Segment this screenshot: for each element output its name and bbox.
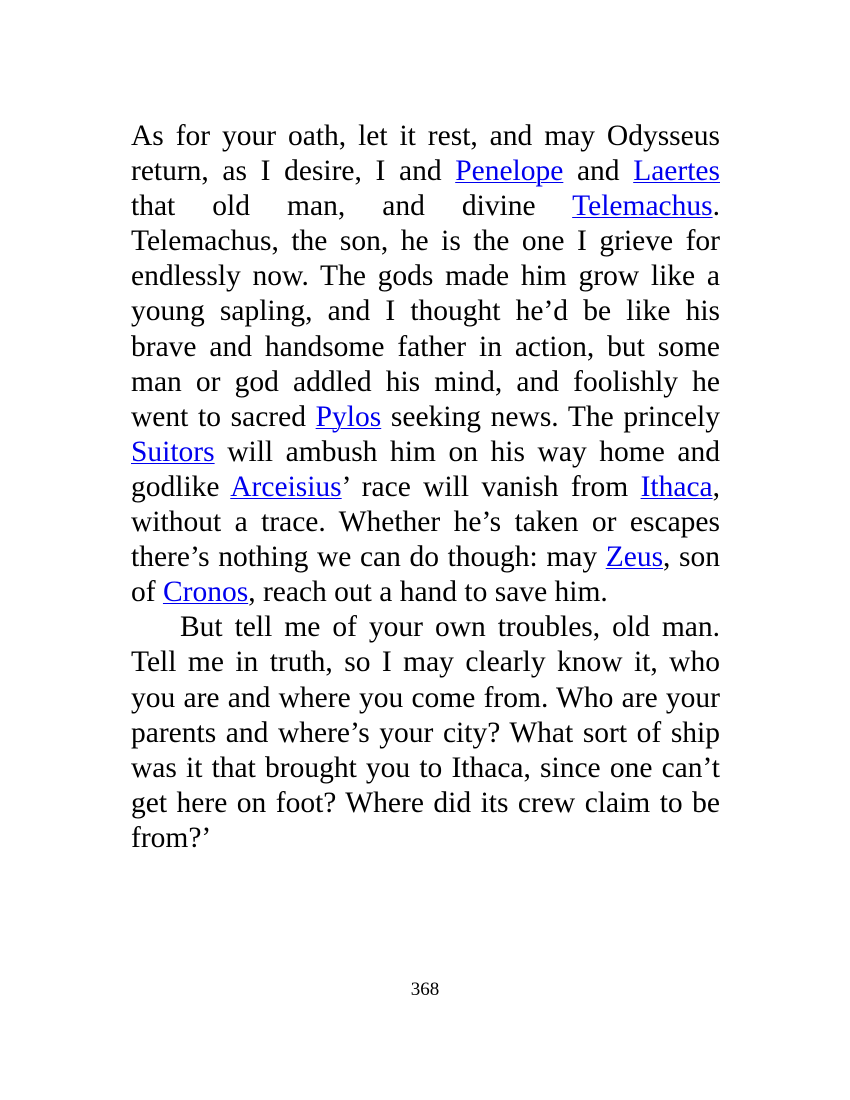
text-run: will ambush him on his way home and godlike — [131, 435, 720, 503]
text-run: . Telemachus, the son, he is the one I grieve for endlessly now. The gods made him grow like a young sapling, and I thought he’d be like his brave and handsome father in action, but some man or god addled his mind, and foolishly he went to sacred — [131, 190, 720, 433]
text-run: seeking news. The princely — [381, 400, 721, 433]
link-ithaca[interactable]: Ithaca — [640, 470, 713, 503]
text-run: As for your oath, let it rest, and may Odysseus return, as I desire, I and — [131, 120, 720, 188]
link-arceisius[interactable]: Arceisius — [230, 470, 342, 503]
text-run: and — [563, 155, 634, 188]
text-run: ’ race will vanish from — [341, 470, 641, 503]
text-run: But tell me of your own troubles, old man. Tell me in truth, so I may clearly know it, who you are and where you come from. Who are your parents and where’s your city? What sort of ship was it that brought you to Ithaca, since one can’t get here on foot? Where did its crew claim to be from?’ — [131, 611, 720, 854]
text-run: , without a trace. Whether he’s taken or escapes there’s nothing we can do though: may — [131, 470, 721, 574]
paragraph-2 — [131, 610, 720, 856]
page-number: 368 — [410, 979, 440, 1000]
link-telemachus[interactable]: Telemachus — [572, 190, 713, 223]
link-laertes[interactable]: Laertes — [633, 155, 720, 188]
link-pylos[interactable]: Pylos — [315, 400, 382, 433]
body-text — [131, 119, 720, 856]
text-run: , son of — [131, 541, 720, 609]
paragraph-1 — [131, 119, 720, 610]
link-cronos[interactable]: Cronos — [162, 576, 249, 609]
link-suitors[interactable]: Suitors — [131, 435, 215, 468]
text-run: , reach out a hand to save him. — [248, 576, 608, 609]
link-zeus[interactable]: Zeus — [605, 541, 664, 574]
text-run: that old man, and divine — [131, 190, 573, 223]
link-penelope[interactable]: Penelope — [455, 155, 564, 188]
